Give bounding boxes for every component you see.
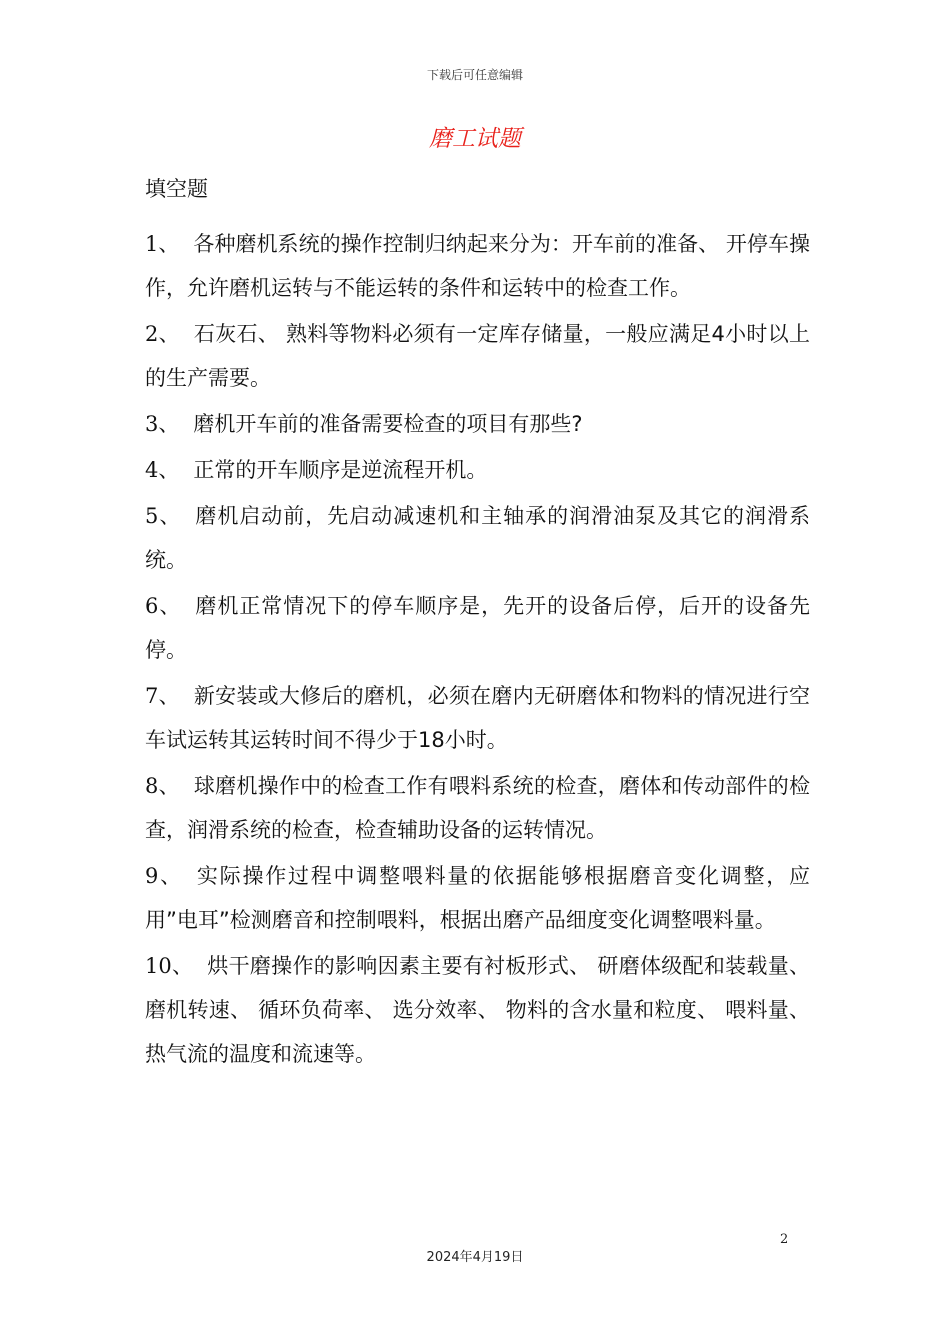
question-number: 5、 bbox=[145, 504, 182, 528]
question-list bbox=[145, 222, 810, 1078]
question-text: 磨机正常情况下的停车顺序是，先开的设备后停，后开的设备先停。 bbox=[145, 594, 810, 662]
question-item bbox=[145, 222, 810, 310]
question-text: 实际操作过程中调整喂料量的依据能够根据磨音变化调整，应用”电耳”检测磨音和控制喂料，根据出磨产品细度变化调整喂料量。 bbox=[145, 864, 810, 932]
question-text: 正常的开车顺序是逆流程开机。 bbox=[193, 458, 488, 482]
question-text: 烘干磨操作的影响因素主要有衬板形式、 研磨体级配和装载量、 磨机转速、 循环负荷率、 选分效率、 物料的含水量和粒度、 喂料量、 热气流的温度和流速等。 bbox=[145, 954, 810, 1066]
question-text: 各种磨机系统的操作控制归纳起来分为：开车前的准备、 开停车操作，允许磨机运转与不能运转的条件和运转中的检查工作。 bbox=[145, 232, 810, 300]
question-text: 石灰石、 熟料等物料必须有一定库存储量，一般应满足4小时以上的生产需要。 bbox=[145, 322, 810, 390]
question-item bbox=[145, 854, 810, 942]
document-title: 磨工试题 bbox=[429, 126, 521, 152]
question-number: 3、 bbox=[145, 412, 180, 436]
question-number: 9、 bbox=[145, 864, 183, 888]
question-number: 2、 bbox=[145, 322, 180, 346]
footer-date: 2024年4月19日 bbox=[426, 1250, 524, 1265]
question-number: 8、 bbox=[145, 774, 180, 798]
question-number: 4、 bbox=[145, 458, 180, 482]
question-item bbox=[145, 584, 810, 672]
question-text: 磨机启动前，先启动减速机和主轴承的润滑油泵及其它的润滑系统。 bbox=[145, 504, 810, 572]
question-number: 1、 bbox=[145, 232, 180, 256]
section-heading: 填空题 bbox=[145, 177, 208, 201]
question-item bbox=[145, 764, 810, 852]
question-number: 6、 bbox=[145, 594, 182, 618]
question-text: 磨机开车前的准备需要检查的项目有那些? bbox=[193, 412, 583, 436]
question-item bbox=[145, 674, 810, 762]
question-item bbox=[145, 402, 810, 446]
question-item bbox=[145, 944, 810, 1076]
question-item bbox=[145, 448, 810, 492]
question-item bbox=[145, 494, 810, 582]
page-number: 2 bbox=[780, 1232, 789, 1247]
question-number: 7、 bbox=[145, 684, 180, 708]
question-text: 球磨机操作中的检查工作有喂料系统的检查，磨体和传动部件的检查，润滑系统的检查，检查辅助设备的运转情况。 bbox=[145, 774, 810, 842]
question-item bbox=[145, 312, 810, 400]
question-text: 新安装或大修后的磨机，必须在磨内无研磨体和物料的情况进行空车试运转其运转时间不得少于18小时。 bbox=[145, 684, 810, 752]
header-note: 下载后可任意编辑 bbox=[426, 68, 523, 82]
question-number: 10、 bbox=[145, 954, 194, 978]
